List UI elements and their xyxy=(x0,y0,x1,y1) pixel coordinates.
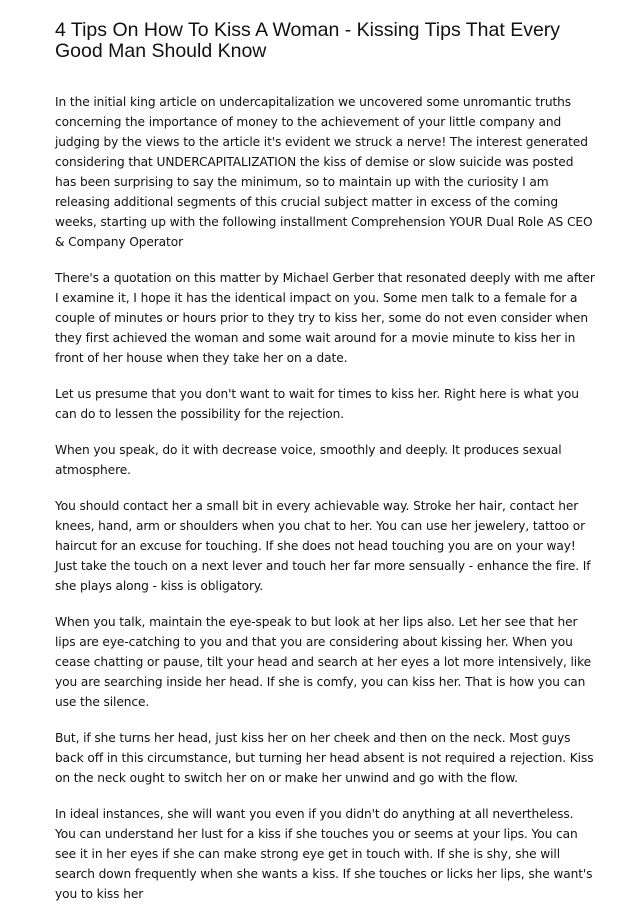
paragraph: But, if she turns her head, just kiss her on her cheek and then on the neck. Most guys back off in this circumstance, but turning her head absent is not required a rejection. Kiss on the neck ought to switch her on or make her unwind and go with the flow. xyxy=(55,731,594,785)
paragraph: You should contact her a small bit in every achievable way. Stroke her hair, contact her knees, hand, arm or shoulders when you chat to her. You can use her jewelery, tattoo or haircut for an excuse for touching. If she does not head touching you are on your way! Just take the touch on a next lever and touch her far more sensually - enhance the fire. If she plays along - kiss is obligatory. xyxy=(55,499,591,593)
paragraph: When you talk, maintain the eye-speak to but look at her lips also. Let her see that her lips are eye-catching to you and that you are considering about kissing her. When you cease chatting or pause, tilt your head and search at her eyes a lot more intensively, like you are searching inside her head. If she is comfy, you can kiss her. That is how you can use the silence. xyxy=(55,615,592,709)
paragraph: When you speak, do it with decrease voice, smoothly and deeply. It produces sexual atmosphere. xyxy=(55,443,562,477)
page-title: 4 Tips On How To Kiss A Woman - Kissing Tips That Every Good Man Should Know xyxy=(55,19,561,62)
paragraph: There's a quotation on this matter by Michael Gerber that resonated deeply with me after I examine it, I hope it has the identical impact on you. Some men talk to a female for a couple of minutes or hours prior to they try to kiss her, some do not even consider when they first achieved the woman and some wait around for a movie minute to kiss her in front of her house when they take her on a date. xyxy=(55,271,595,365)
paragraph: Let us presume that you don't want to wait for times to kiss her. Right here is what you can do to lessen the possibility for the rejection. xyxy=(55,387,579,421)
article-body xyxy=(55,92,595,920)
paragraph: In the initial king article on undercapitalization we uncovered some unromantic truths concerning the importance of money to the achievement of your little company and judging by the views to the article it's evident we struck a nerve! The interest generated considering that UNDERCAPITALIZATION the kiss of demise or slow suicide was posted has been surprising to say the minimum, so to maintain up with the curiosity I am releasing additional segments of this crucial subject matter in excess of the coming weeks, starting up with the following installment Comprehension YOUR Dual Role AS CEO & Company Operator xyxy=(55,95,593,249)
paragraph: In ideal instances, she will want you even if you didn't do anything at all nevertheless. You can understand her lust for a kiss if she touches you or seems at your lips. You can see it in her eyes if she can make strong eye get in touch with. If she is shy, she will search down frequently when she wants a kiss. If she touches or licks her lips, she want's you to kiss her xyxy=(55,807,593,901)
